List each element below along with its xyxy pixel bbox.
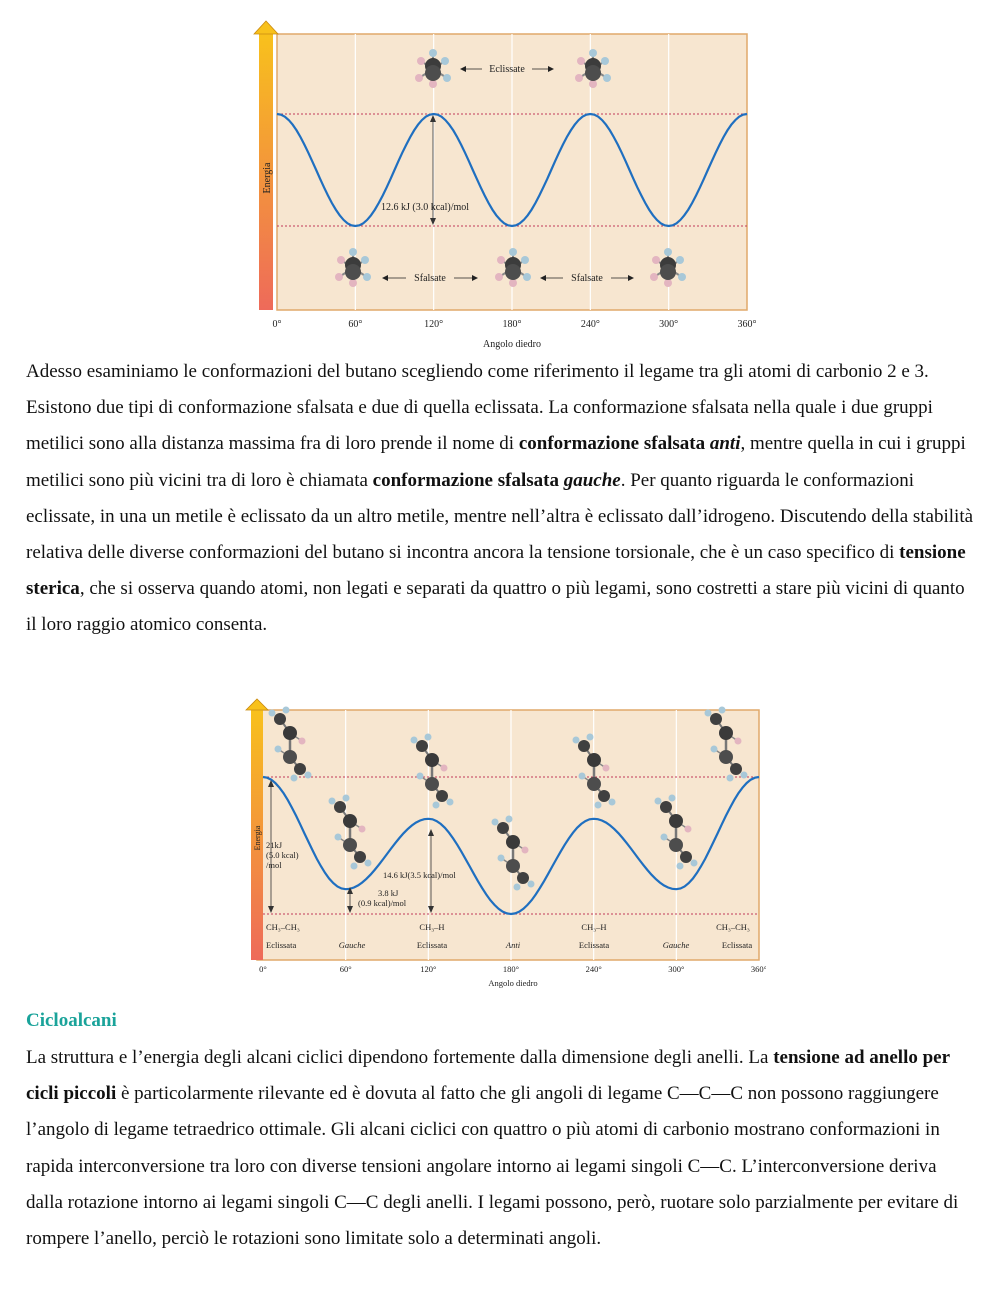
butane-energy-figure — [244, 698, 766, 990]
energy-axis-arrow — [254, 21, 278, 34]
x-tick-label: 300° — [668, 964, 685, 974]
conf-label-0: Eclissata — [266, 940, 297, 950]
x-axis-label: Angolo diedro — [488, 978, 538, 988]
label-21kj-kcal: (5.0 kcal) — [266, 850, 299, 860]
x-tick-label: 360° — [750, 964, 766, 974]
x-tick-label: 120° — [424, 319, 444, 330]
conf-label-300: Gauche — [662, 940, 690, 950]
pair-label-0: CH₃–CH₃ — [266, 922, 300, 932]
y-axis-label: Energia — [262, 162, 273, 194]
butane-conformation-paragraph: Adesso esaminiamo le conformazioni del butano scegliendo come riferimento il legame tra gli atomi di carbonio 2 e 3. Esistono due tipi di conformazione sfalsata e due di quella eclissata. La conformazione sfalsata nella quale i due gruppi metilici sono alla distanza massima fra di loro prende il nome di conformazione sfalsata anti, mentre quella in cui i gruppi metilici sono più vicini tra di loro è chiamata conformazione sfalsata gauche. Per quanto riguarda le conformazioni eclissate, in una un metile è eclissato da un altro metile, mentre nell’altra è eclissato dall’idrogeno. Discutendo della stabilità relativa delle diverse conformazioni del butano si incontra ancora la tensione torsionale, che è un caso specifico di tensione sterica, che si osserva quando atomi, non legati e separati da quattro o più legami, sono costretti a stare più vicini di quanto il loro raggio atomico consenta. — [26, 361, 974, 636]
conf-label-360: Eclissata — [721, 940, 753, 950]
x-tick-label: 120° — [420, 964, 437, 974]
conf-label-120: Eclissata — [416, 940, 448, 950]
x-tick-label: 300° — [659, 319, 679, 330]
label-3-8kj: 3.8 kJ — [378, 888, 399, 898]
x-tick-labels — [273, 319, 757, 330]
ethane-energy-figure — [250, 18, 760, 353]
x-tick-label: 240° — [580, 319, 600, 330]
x-tick-labels — [259, 964, 766, 974]
label-21kj: 21kJ — [266, 840, 283, 850]
x-tick-label: 0° — [259, 964, 267, 974]
label-3-8kj-kcal: (0.9 kcal)/mol — [358, 898, 407, 908]
conf-label-60: Gauche — [338, 940, 366, 950]
x-tick-label: 360° — [737, 319, 757, 330]
sfalsate-label-right: Sfalsate — [571, 273, 603, 284]
x-tick-label: 60° — [348, 319, 363, 330]
x-tick-label: 180° — [502, 319, 522, 330]
eclissate-label: Eclissate — [489, 64, 525, 75]
label-21kj-unit: /mol — [266, 860, 282, 870]
conf-label-180: Anti — [505, 940, 521, 950]
x-tick-label: 240° — [585, 964, 602, 974]
x-axis-label: Angolo diedro — [482, 339, 542, 350]
pair-label-120: CH₃–H — [419, 922, 445, 932]
cycloalkane-paragraph: La struttura e l’energia degli alcani ciclici dipendono fortemente dalla dimensione degli anelli. La tensione ad anello per cicli piccoli è particolarmente rilevante ed è dovuta al fatto che gli angoli di legame C—C—C non possono raggiungere l’angolo di legame tetraedrico ottimale. Gli alcani ciclici con quattro o più atomi di carbonio mostrano conformazioni in rapida interconversione tra loro con diverse tensioni angolare intorno ai legami singoli C—C. L’interconversione deriva dalla rotazione intorno ai legami singoli C—C degli anelli. I legami possono, però, ruotare solo parzialmente per evitare di rompere l’anello, perciò le rotazioni sono limitate solo a determinati angoli. — [26, 1047, 959, 1250]
energy-axis-arrow — [246, 699, 268, 710]
barrier-label: 12.6 kJ (3.0 kcal)/mol — [381, 202, 470, 213]
x-tick-label: 180° — [502, 964, 520, 974]
label-14-6kj: 14.6 kJ(3.5 kcal)/mol — [383, 870, 456, 880]
y-axis-label: Energia — [253, 825, 262, 851]
x-tick-label: 60° — [339, 964, 352, 974]
pair-label-360: CH₃–CH₃ — [716, 922, 750, 932]
pair-label-240: CH₃–H — [581, 922, 607, 932]
sfalsate-label-left: Sfalsate — [414, 273, 446, 284]
x-tick-label: 0° — [272, 319, 282, 330]
conf-label-240: Eclissata — [578, 940, 610, 950]
section-heading-cicloalcani: Cicloalcani — [26, 1010, 117, 1031]
